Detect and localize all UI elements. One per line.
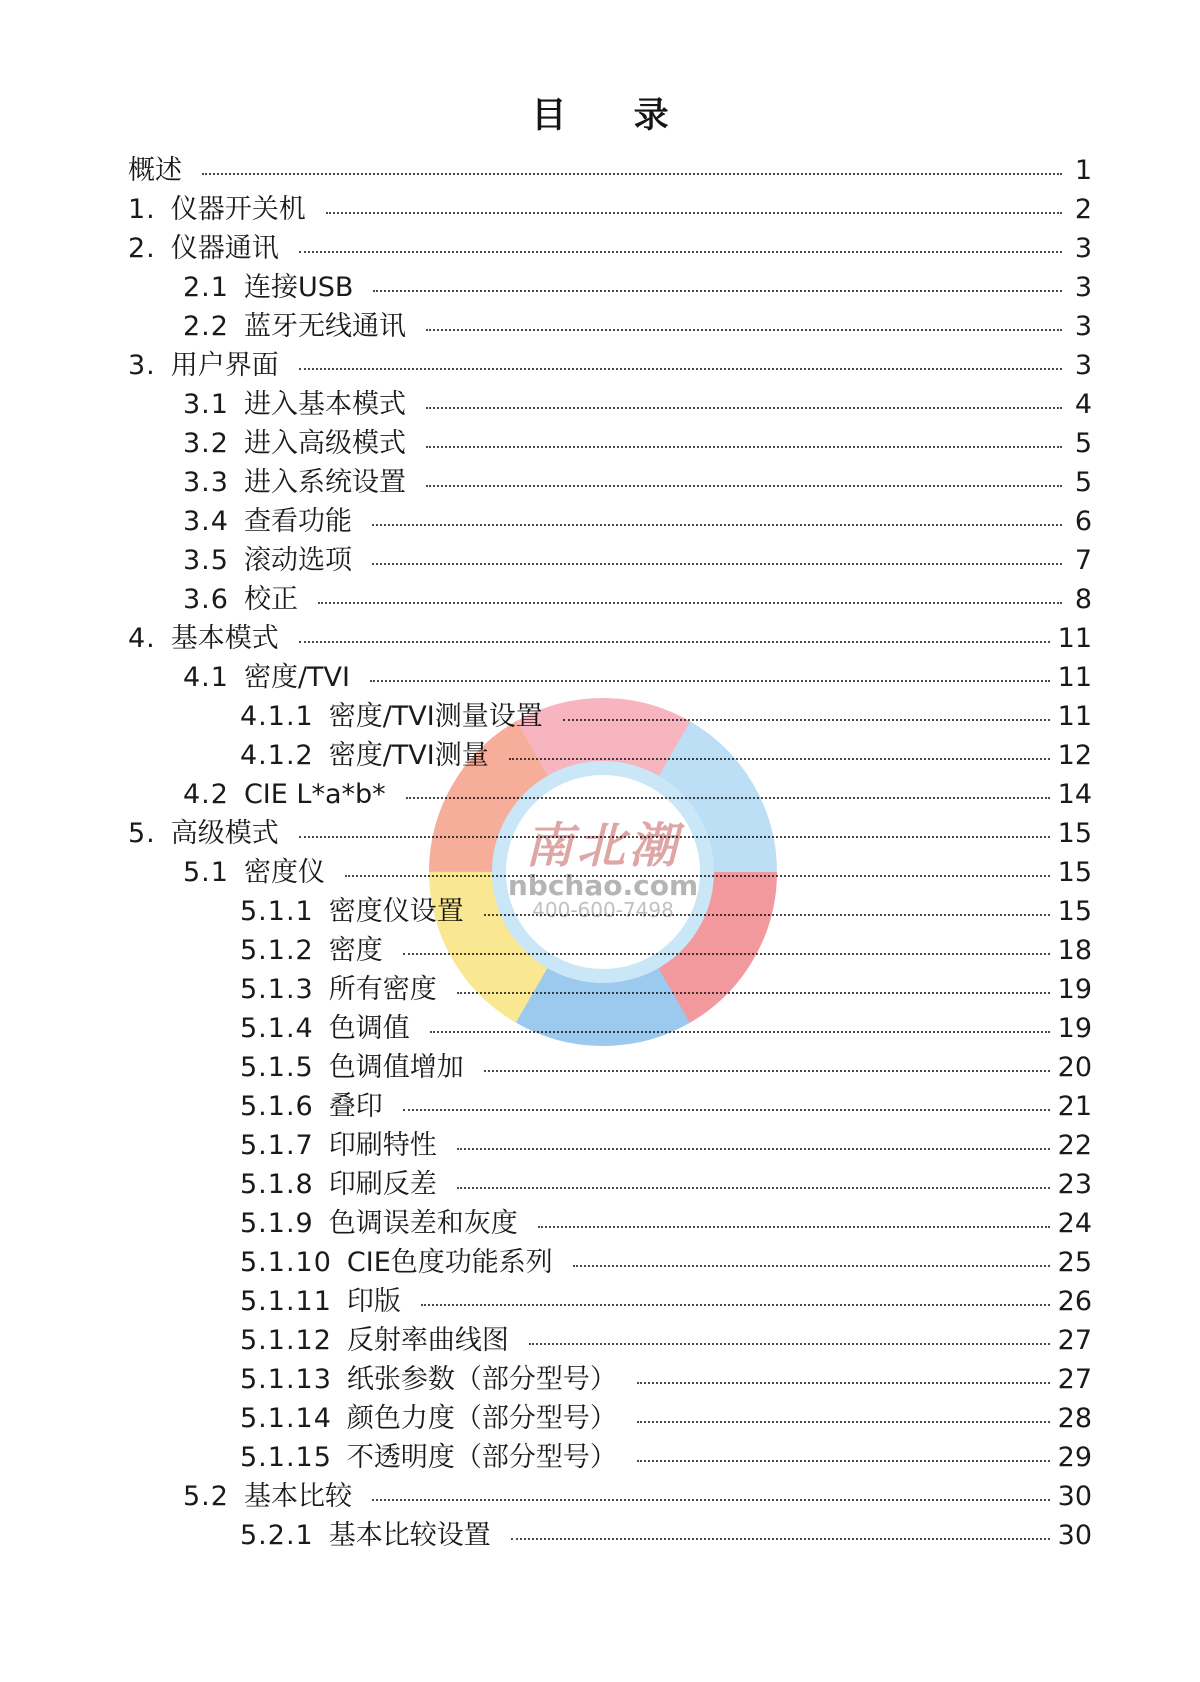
toc-entry-title: 不透明度（部分型号）: [346, 1442, 617, 1473]
toc-entry[interactable]: [128, 1165, 1092, 1204]
toc-entry-number: 5.1.13: [240, 1364, 332, 1395]
toc-leader-dots: [484, 914, 1050, 916]
toc-entry-number: 5.1.15: [240, 1442, 332, 1473]
toc-entry-title: 校正: [243, 584, 298, 615]
toc-entry[interactable]: [128, 814, 1092, 853]
toc-entry-page-number: 18: [1057, 935, 1092, 966]
toc-entry-number: 4.1: [183, 662, 229, 693]
toc-entry-number: 4.1.1: [240, 701, 314, 732]
toc-entry[interactable]: [128, 541, 1092, 580]
toc-entry-page-number: 3: [1074, 233, 1092, 264]
toc-entry-title: 所有密度: [328, 974, 437, 1005]
toc-entry-number: 5.1.9: [240, 1208, 314, 1239]
toc-leader-dots: [299, 836, 1050, 838]
toc-entry-page-number: 5: [1074, 467, 1092, 498]
toc-entry-number: 5.1.14: [240, 1403, 332, 1434]
toc-entry-page-number: 6: [1074, 506, 1092, 537]
toc-leader-dots: [529, 1343, 1050, 1345]
toc-leader-dots: [457, 1187, 1050, 1189]
toc-entry-page-number: 12: [1057, 740, 1092, 771]
toc-entry-title: 印刷特性: [328, 1130, 437, 1161]
toc-entry-title: 色调值增加: [328, 1052, 464, 1083]
toc-entry-page-number: 19: [1057, 974, 1092, 1005]
toc-entry[interactable]: [128, 190, 1092, 229]
toc-entry-title: 密度仪设置: [328, 896, 464, 927]
toc-entry-number: 5.2: [183, 1481, 229, 1512]
toc-leader-dots: [326, 212, 1062, 214]
toc-entry-number: 2.1: [183, 272, 229, 303]
toc-entry-title: 密度仪: [243, 857, 325, 888]
toc-entry-title: 叠印: [328, 1091, 383, 1122]
toc-entry-number: 5.1.5: [240, 1052, 314, 1083]
toc-entry-page-number: 8: [1074, 584, 1092, 615]
toc-entry-page-number: 15: [1057, 857, 1092, 888]
toc-entry[interactable]: [128, 697, 1092, 736]
toc-leader-dots: [370, 680, 1050, 682]
toc-entry[interactable]: [128, 853, 1092, 892]
toc-entry-page-number: 15: [1057, 896, 1092, 927]
toc-entry-page-number: 30: [1057, 1481, 1092, 1512]
toc-entry-title: 色调值: [328, 1013, 410, 1044]
toc-entry-page-number: 27: [1057, 1364, 1092, 1395]
toc-leader-dots: [637, 1382, 1050, 1384]
toc-entry-page-number: 3: [1074, 272, 1092, 303]
toc-entry-number: 3.: [128, 350, 156, 381]
toc-entry[interactable]: [128, 1399, 1092, 1438]
toc-entry[interactable]: [128, 307, 1092, 346]
toc-entry-title: 印版: [346, 1286, 401, 1317]
toc-leader-dots: [299, 368, 1062, 370]
toc-entry-number: 5.1.2: [240, 935, 314, 966]
toc-entry-title: 基本模式: [170, 623, 279, 654]
toc-leader-dots: [457, 992, 1050, 994]
toc-leader-dots: [318, 602, 1062, 604]
toc-entry-number: 3.1: [183, 389, 229, 420]
toc-entry-number: 5.1.8: [240, 1169, 314, 1200]
toc-entry-number: 4.: [128, 623, 156, 654]
toc-leader-dots: [403, 953, 1050, 955]
toc-entry[interactable]: [128, 1204, 1092, 1243]
toc-leader-dots: [426, 485, 1062, 487]
toc-leader-dots: [372, 563, 1062, 565]
toc-entry-title: 基本比较设置: [328, 1520, 491, 1551]
toc-entry[interactable]: [128, 1282, 1092, 1321]
toc-entry[interactable]: [128, 463, 1092, 502]
toc-entry[interactable]: [128, 424, 1092, 463]
toc-entry-page-number: 4: [1074, 389, 1092, 420]
toc-entry-page-number: 2: [1074, 194, 1092, 225]
toc-leader-dots: [637, 1460, 1050, 1462]
toc-entry-title: 颜色力度（部分型号）: [346, 1403, 617, 1434]
toc-entry[interactable]: [128, 931, 1092, 970]
toc-entry-page-number: 20: [1057, 1052, 1092, 1083]
toc-entry-page-number: 3: [1074, 350, 1092, 381]
toc-entry-number: 2.2: [183, 311, 229, 342]
toc-entry-title: CIE L*a*b*: [243, 779, 386, 810]
toc-entry-page-number: 19: [1057, 1013, 1092, 1044]
toc-entry-page-number: 15: [1057, 818, 1092, 849]
watermark-phone-text: 400-600-7498: [532, 898, 674, 922]
toc-entry-title: 查看功能: [243, 506, 352, 537]
toc-leader-dots: [637, 1421, 1050, 1423]
toc-entry-page-number: 24: [1057, 1208, 1092, 1239]
toc-entry-number: 3.5: [183, 545, 229, 576]
toc-entry-page-number: 25: [1057, 1247, 1092, 1278]
toc-entry-title: 连接USB: [243, 272, 354, 303]
toc-entry-title: 纸张参数（部分型号）: [346, 1364, 617, 1395]
toc-entry[interactable]: [128, 346, 1092, 385]
toc-leader-dots: [426, 407, 1062, 409]
toc-leader-dots: [406, 797, 1050, 799]
toc-entry-number: 3.3: [183, 467, 229, 498]
toc-entry[interactable]: [128, 1360, 1092, 1399]
toc-entry-number: 4.2: [183, 779, 229, 810]
toc-entry-title: 用户界面: [170, 350, 279, 381]
toc-entry-title: 蓝牙无线通讯: [243, 311, 406, 342]
toc-entry-number: 5.1.3: [240, 974, 314, 1005]
toc-leader-dots: [563, 719, 1050, 721]
toc-leader-dots: [538, 1226, 1050, 1228]
toc-entry-number: 5.1.11: [240, 1286, 332, 1317]
toc-entry-title: 密度/TVI测量设置: [328, 701, 543, 732]
toc-entry[interactable]: [128, 619, 1092, 658]
toc-leader-dots: [573, 1265, 1050, 1267]
toc-entry-title: 概述: [128, 155, 182, 186]
toc-leader-dots: [373, 290, 1062, 292]
toc-leader-dots: [299, 641, 1050, 643]
toc-entry-page-number: 28: [1057, 1403, 1092, 1434]
toc-entry-page-number: 21: [1057, 1091, 1092, 1122]
toc-entry-page-number: 5: [1074, 428, 1092, 459]
table-of-contents: [128, 151, 1092, 1555]
toc-entry-title: 色调误差和灰度: [328, 1208, 518, 1239]
toc-entry-number: 5.1.1: [240, 896, 314, 927]
toc-entry-page-number: 22: [1057, 1130, 1092, 1161]
toc-entry-title: 反射率曲线图: [346, 1325, 509, 1356]
toc-entry-number: 1.: [128, 194, 156, 225]
page-title: 目 录: [531, 96, 669, 136]
toc-entry[interactable]: [128, 970, 1092, 1009]
toc-entry-number: 5.1.10: [240, 1247, 332, 1278]
toc-leader-dots: [511, 1538, 1050, 1540]
toc-entry[interactable]: [128, 892, 1092, 931]
toc-entry[interactable]: [128, 580, 1092, 619]
toc-entry-page-number: 23: [1057, 1169, 1092, 1200]
toc-entry[interactable]: [128, 229, 1092, 268]
toc-entry-title: 进入基本模式: [243, 389, 406, 420]
toc-entry[interactable]: [128, 1243, 1092, 1282]
toc-leader-dots: [509, 758, 1050, 760]
toc-leader-dots: [372, 524, 1062, 526]
toc-entry-number: 5.1.12: [240, 1325, 332, 1356]
toc-entry[interactable]: [128, 1438, 1092, 1477]
toc-entry-page-number: 30: [1057, 1520, 1092, 1551]
toc-entry[interactable]: [128, 1009, 1092, 1048]
toc-entry[interactable]: [128, 1087, 1092, 1126]
toc-entry-page-number: 11: [1057, 623, 1092, 654]
toc-entry[interactable]: [128, 658, 1092, 697]
toc-entry-page-number: 11: [1057, 662, 1092, 693]
toc-entry-page-number: 29: [1057, 1442, 1092, 1473]
toc-entry[interactable]: [128, 736, 1092, 775]
toc-entry-page-number: 14: [1057, 779, 1092, 810]
toc-leader-dots: [372, 1499, 1050, 1501]
toc-entry[interactable]: [128, 775, 1092, 814]
watermark-site-text: nbchao.com: [507, 869, 699, 902]
watermark-brand-text: 南北潮: [524, 818, 681, 874]
toc-entry-title: 仪器通讯: [170, 233, 279, 264]
toc-entry[interactable]: [128, 1516, 1092, 1555]
toc-entry-number: 5.1: [183, 857, 229, 888]
toc-entry-title: 印刷反差: [328, 1169, 437, 1200]
toc-entry[interactable]: [128, 151, 1092, 190]
toc-entry-page-number: 27: [1057, 1325, 1092, 1356]
toc-entry[interactable]: [128, 1477, 1092, 1516]
toc-leader-dots: [202, 173, 1062, 175]
toc-entry[interactable]: [128, 1126, 1092, 1165]
toc-entry-page-number: 1: [1074, 155, 1092, 186]
toc-entry[interactable]: [128, 268, 1092, 307]
toc-entry-page-number: 11: [1057, 701, 1092, 732]
toc-entry-number: 4.1.2: [240, 740, 314, 771]
toc-entry[interactable]: [128, 385, 1092, 424]
toc-entry-number: 2.: [128, 233, 156, 264]
toc-entry-title: 密度/TVI测量: [328, 740, 489, 771]
toc-entry-title: 进入高级模式: [243, 428, 406, 459]
toc-entry-number: 5.: [128, 818, 156, 849]
toc-entry-page-number: 26: [1057, 1286, 1092, 1317]
toc-entry-number: 5.2.1: [240, 1520, 314, 1551]
toc-entry[interactable]: [128, 1048, 1092, 1087]
toc-entry-title: 基本比较: [243, 1481, 352, 1512]
toc-leader-dots: [345, 875, 1050, 877]
toc-entry-number: 3.6: [183, 584, 229, 615]
toc-leader-dots: [426, 329, 1062, 331]
toc-entry-number: 5.1.6: [240, 1091, 314, 1122]
toc-entry-number: 5.1.7: [240, 1130, 314, 1161]
toc-entry-number: 3.2: [183, 428, 229, 459]
toc-entry-page-number: 7: [1074, 545, 1092, 576]
toc-entry[interactable]: [128, 502, 1092, 541]
toc-leader-dots: [421, 1304, 1050, 1306]
toc-leader-dots: [484, 1070, 1050, 1072]
toc-entry-number: 3.4: [183, 506, 229, 537]
toc-entry-title: 滚动选项: [243, 545, 352, 576]
toc-entry-title: 进入系统设置: [243, 467, 406, 498]
toc-entry-page-number: 3: [1074, 311, 1092, 342]
toc-leader-dots: [403, 1109, 1050, 1111]
toc-leader-dots: [430, 1031, 1050, 1033]
toc-entry-title: 密度: [328, 935, 383, 966]
toc-entry-title: 密度/TVI: [243, 662, 350, 693]
toc-entry-number: 5.1.4: [240, 1013, 314, 1044]
toc-entry[interactable]: [128, 1321, 1092, 1360]
toc-leader-dots: [299, 251, 1062, 253]
toc-entry-title: 高级模式: [170, 818, 279, 849]
toc-entry-title: CIE色度功能系列: [346, 1247, 553, 1278]
toc-leader-dots: [457, 1148, 1050, 1150]
toc-leader-dots: [426, 446, 1062, 448]
toc-entry-title: 仪器开关机: [170, 194, 306, 225]
